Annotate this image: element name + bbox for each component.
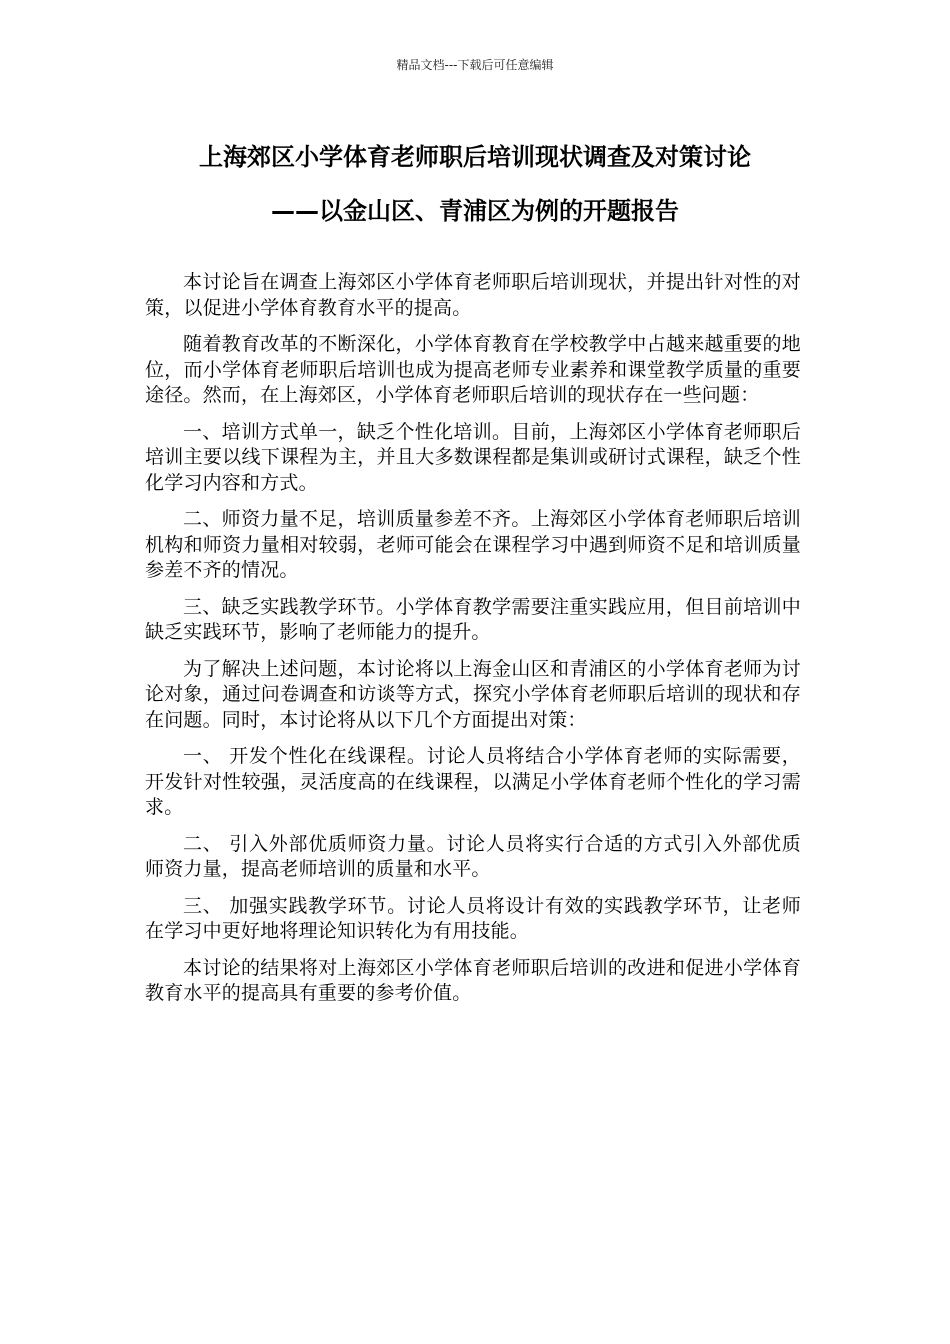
paragraph-measure-2: 二、 引入外部优质师资力量。讨论人员将实行合适的方式引入外部优质师资力量，提高老师培训的质量和水平。: [145, 832, 801, 880]
header-watermark: 精品文档---下载后可任意编辑: [396, 58, 554, 72]
document-subtitle: ——以金山区、青浦区为例的开题报告: [271, 197, 679, 225]
paragraph-background: 随着教育改革的不断深化，小学体育教育在学校教学中占越来越重要的地位，而小学体育老师职后培训也成为提高老师专业素养和课堂教学质量的重要途径。然而，在上海郊区，小学体育老师职后培训的现状存在一些问题：: [145, 333, 801, 406]
paragraph-method: 为了解决上述问题，本讨论将以上海金山区和青浦区的小学体育老师为讨论对象，通过问卷调查和访谈等方式，探究小学体育老师职后培训的现状和存在问题。同时，本讨论将从以下几个方面提出对策：: [145, 657, 801, 731]
document-title: 上海郊区小学体育老师职后培训现状调查及对策讨论: [199, 143, 751, 171]
paragraph-problem-3: 三、缺乏实践教学环节。小学体育教学需要注重实践应用，但目前培训中缺乏实践环节，影响了老师能力的提升。: [145, 595, 801, 643]
document-body: [145, 270, 801, 1018]
paragraph-problem-2: 二、师资力量不足，培训质量参差不齐。上海郊区小学体育老师职后培训机构和师资力量相对较弱，老师可能会在课程学习中遇到师资不足和培训质量参差不齐的情况。: [145, 508, 801, 581]
paragraph-intro: 本讨论旨在调查上海郊区小学体育老师职后培训现状，并提出针对性的对策，以促进小学体育教育水平的提高。: [145, 271, 801, 319]
paragraph-problem-1: 一、培训方式单一，缺乏个性化培训。目前，上海郊区小学体育老师职后培训主要以线下课程为主，并且大多数课程都是集训或研讨式课程，缺乏个性化学习内容和方式。: [145, 420, 801, 494]
paragraph-conclusion: 本讨论的结果将对上海郊区小学体育老师职后培训的改进和促进小学体育教育水平的提高具有重要的参考价值。: [145, 956, 801, 1004]
paragraph-measure-3: 三、 加强实践教学环节。讨论人员将设计有效的实践教学环节，让老师在学习中更好地将理论知识转化为有用技能。: [145, 894, 801, 942]
paragraph-measure-1: 一、 开发个性化在线课程。讨论人员将结合小学体育老师的实际需要，开发针对性较强，灵活度高的在线课程，以满足小学体育老师个性化的学习需求。: [145, 745, 801, 818]
